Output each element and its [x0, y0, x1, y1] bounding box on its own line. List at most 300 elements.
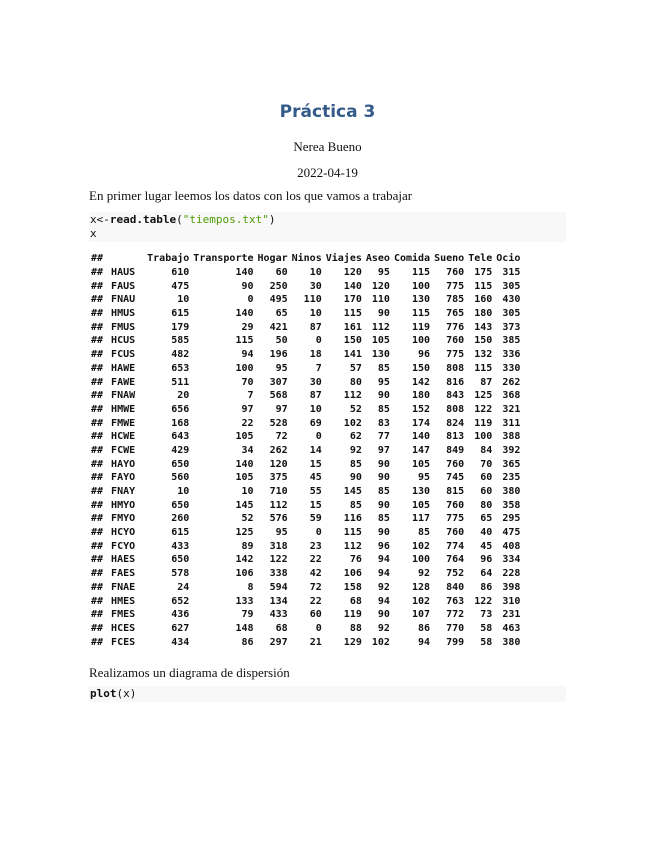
- table-cell: 20: [177, 390, 190, 402]
- table-cell: 65: [480, 513, 493, 525]
- table-cell: 231: [502, 609, 521, 621]
- row-name: FAWE: [111, 376, 136, 388]
- table-cell: 115: [343, 308, 362, 320]
- table-cell: 643: [171, 431, 190, 443]
- table-cell: 321: [502, 403, 521, 415]
- table-cell: 117: [412, 513, 431, 525]
- table-cell: 42: [309, 568, 322, 580]
- table-cell: 385: [502, 335, 521, 347]
- table-cell: 14: [309, 444, 322, 456]
- table-cell: 80: [480, 499, 493, 511]
- document-date: 2022-04-19: [297, 165, 358, 180]
- table-row: [89, 416, 522, 430]
- table-cell: 765: [446, 308, 465, 320]
- table-cell: 380: [502, 486, 521, 498]
- table-cell: 115: [343, 527, 362, 539]
- row-name: FNAW: [111, 390, 136, 402]
- row-name: FMYO: [111, 513, 136, 525]
- table-cell: 92: [418, 568, 431, 580]
- table-cell: 152: [412, 403, 431, 415]
- table-cell: 72: [309, 581, 322, 593]
- row-name: HCYO: [111, 527, 136, 539]
- row-name: FMWE: [111, 417, 136, 429]
- table-cell: 122: [269, 554, 288, 566]
- table-cell: 120: [343, 267, 362, 279]
- table-cell: 8: [247, 581, 254, 593]
- row-name: HAYO: [111, 458, 136, 470]
- table-cell: 145: [343, 486, 362, 498]
- code-open-paren: (: [176, 213, 183, 226]
- output-prefix: ##: [91, 321, 104, 333]
- table-cell: 24: [177, 581, 190, 593]
- table-cell: 34: [241, 444, 254, 456]
- table-cell: 140: [343, 280, 362, 292]
- table-cell: 30: [309, 280, 322, 292]
- row-name: HAUS: [111, 267, 136, 279]
- output-prefix: ##: [91, 486, 104, 498]
- table-cell: 262: [502, 376, 521, 388]
- table-cell: 775: [446, 280, 465, 292]
- table-row: [89, 471, 522, 485]
- table-cell: 92: [349, 444, 362, 456]
- table-cell: 174: [412, 417, 431, 429]
- output-corner: [109, 252, 145, 266]
- table-cell: 338: [269, 568, 288, 580]
- table-cell: 429: [171, 444, 190, 456]
- table-row: [89, 293, 522, 307]
- table-row: [89, 581, 522, 595]
- table-cell: 150: [474, 335, 493, 347]
- table-cell: 511: [171, 376, 190, 388]
- output-prefix: ##: [91, 335, 104, 347]
- table-cell: 40: [480, 527, 493, 539]
- table-cell: 94: [377, 595, 390, 607]
- table-cell: 102: [371, 636, 390, 648]
- table-cell: 398: [502, 581, 521, 593]
- table-cell: 297: [269, 636, 288, 648]
- table-cell: 147: [412, 444, 431, 456]
- table-cell: 102: [412, 595, 431, 607]
- table-row: [89, 307, 522, 321]
- row-name: FCWE: [111, 444, 136, 456]
- table-row: [89, 553, 522, 567]
- table-cell: 90: [377, 472, 390, 484]
- table-cell: 436: [171, 609, 190, 621]
- table-cell: 112: [343, 540, 362, 552]
- row-name: HCWE: [111, 431, 136, 443]
- table-cell: 482: [171, 349, 190, 361]
- table-cell: 7: [247, 390, 254, 402]
- output-prefix: ##: [91, 431, 104, 443]
- table-row: [89, 526, 522, 540]
- table-cell: 785: [446, 294, 465, 306]
- table-cell: 120: [371, 280, 390, 292]
- row-name: HCUS: [111, 335, 136, 347]
- row-name: FAUS: [111, 280, 136, 292]
- table-cell: 21: [309, 636, 322, 648]
- table-row: [89, 375, 522, 389]
- row-name: HMES: [111, 595, 136, 607]
- table-cell: 85: [377, 403, 390, 415]
- table-cell: 808: [446, 403, 465, 415]
- table-cell: 315: [502, 267, 521, 279]
- table-cell: 10: [241, 486, 254, 498]
- table-cell: 140: [235, 458, 254, 470]
- table-cell: 560: [171, 472, 190, 484]
- table-cell: 76: [349, 554, 362, 566]
- table-cell: 87: [309, 390, 322, 402]
- row-name: FNAE: [111, 581, 136, 593]
- table-cell: 105: [412, 458, 431, 470]
- table-cell: 95: [377, 376, 390, 388]
- table-cell: 180: [412, 390, 431, 402]
- code-plot-open-paren: (: [116, 687, 124, 700]
- table-cell: 115: [412, 308, 431, 320]
- table-cell: 585: [171, 335, 190, 347]
- table-cell: 0: [315, 622, 322, 634]
- table-cell: 90: [377, 308, 390, 320]
- table-cell: 87: [309, 321, 322, 333]
- table-cell: 119: [474, 417, 493, 429]
- table-cell: 330: [502, 362, 521, 374]
- output-prefix: ##: [91, 458, 104, 470]
- table-cell: 375: [269, 472, 288, 484]
- table-cell: 134: [269, 595, 288, 607]
- table-cell: 776: [446, 321, 465, 333]
- table-cell: 122: [474, 595, 493, 607]
- table-row: [89, 539, 522, 553]
- table-cell: 128: [412, 581, 431, 593]
- table-row: [89, 457, 522, 471]
- table-cell: 130: [412, 486, 431, 498]
- table-cell: 815: [446, 486, 465, 498]
- output-prefix: ##: [91, 499, 104, 511]
- row-name: FAYO: [111, 472, 136, 484]
- table-cell: 85: [418, 527, 431, 539]
- table-cell: 94: [377, 568, 390, 580]
- table-cell: 88: [349, 622, 362, 634]
- table-cell: 0: [247, 294, 254, 306]
- table-cell: 105: [235, 431, 254, 443]
- table-cell: 760: [446, 527, 465, 539]
- table-cell: 15: [309, 499, 322, 511]
- table-cell: 307: [269, 376, 288, 388]
- table-cell: 85: [349, 499, 362, 511]
- table-cell: 150: [412, 362, 431, 374]
- code-assign: <-: [96, 213, 110, 226]
- output-prefix: ##: [91, 622, 104, 634]
- table-cell: 433: [171, 540, 190, 552]
- table-cell: 158: [343, 581, 362, 593]
- output-prefix: ##: [91, 513, 104, 525]
- table-cell: 125: [235, 527, 254, 539]
- table-cell: 90: [349, 472, 362, 484]
- table-cell: 7: [315, 362, 322, 374]
- table-cell: 10: [177, 486, 190, 498]
- table-cell: 656: [171, 403, 190, 415]
- column-header: Tele: [468, 253, 493, 265]
- code-string-arg: "tiempos.txt": [182, 213, 269, 226]
- output-table: [89, 252, 522, 649]
- table-cell: 770: [446, 622, 465, 634]
- code-line-print-x: x: [90, 227, 97, 240]
- table-cell: 62: [349, 431, 362, 443]
- table-cell: 52: [241, 513, 254, 525]
- table-cell: 358: [502, 499, 521, 511]
- output-prefix: ##: [91, 444, 104, 456]
- output-prefix: ##: [91, 472, 104, 484]
- table-row: [89, 348, 522, 362]
- table-cell: 122: [474, 403, 493, 415]
- code-var: x: [90, 213, 97, 226]
- row-name: FCES: [111, 636, 136, 648]
- table-cell: 310: [502, 595, 521, 607]
- table-cell: 10: [309, 267, 322, 279]
- table-cell: 305: [502, 308, 521, 320]
- table-cell: 175: [474, 267, 493, 279]
- table-cell: 106: [343, 568, 362, 580]
- table-cell: 100: [235, 362, 254, 374]
- table-cell: 102: [412, 540, 431, 552]
- output-prefix: ##: [91, 403, 104, 415]
- table-cell: 140: [412, 431, 431, 443]
- table-cell: 161: [343, 321, 362, 333]
- table-cell: 100: [412, 335, 431, 347]
- table-cell: 260: [171, 513, 190, 525]
- table-cell: 45: [309, 472, 322, 484]
- table-cell: 79: [241, 609, 254, 621]
- table-cell: 112: [371, 321, 390, 333]
- table-cell: 775: [446, 513, 465, 525]
- column-header: Ninos: [291, 253, 322, 265]
- table-cell: 421: [269, 321, 288, 333]
- code-plot-func: plot: [90, 687, 117, 700]
- table-cell: 318: [269, 540, 288, 552]
- table-cell: 10: [177, 294, 190, 306]
- table-cell: 97: [275, 403, 288, 415]
- table-cell: 18: [309, 349, 322, 361]
- table-cell: 90: [377, 499, 390, 511]
- table-cell: 475: [502, 527, 521, 539]
- table-cell: 52: [349, 403, 362, 415]
- table-cell: 433: [269, 609, 288, 621]
- table-cell: 594: [269, 581, 288, 593]
- table-cell: 96: [377, 540, 390, 552]
- table-cell: 59: [309, 513, 322, 525]
- table-cell: 760: [446, 335, 465, 347]
- table-cell: 336: [502, 349, 521, 361]
- table-row: [89, 279, 522, 293]
- table-cell: 334: [502, 554, 521, 566]
- table-cell: 94: [377, 554, 390, 566]
- table-cell: 107: [412, 609, 431, 621]
- table-cell: 105: [371, 335, 390, 347]
- table-cell: 112: [269, 499, 288, 511]
- table-cell: 85: [377, 513, 390, 525]
- code-plot-arg: x: [123, 687, 130, 700]
- column-header: Aseo: [365, 253, 390, 265]
- table-cell: 528: [269, 417, 288, 429]
- table-cell: 85: [377, 362, 390, 374]
- table-cell: 60: [275, 267, 288, 279]
- table-cell: 434: [171, 636, 190, 648]
- table-cell: 96: [418, 349, 431, 361]
- table-cell: 95: [275, 527, 288, 539]
- table-cell: 179: [171, 321, 190, 333]
- table-row: [89, 389, 522, 403]
- table-cell: 495: [269, 294, 288, 306]
- row-name: HCES: [111, 622, 136, 634]
- table-cell: 143: [474, 321, 493, 333]
- table-cell: 142: [412, 376, 431, 388]
- table-cell: 650: [171, 499, 190, 511]
- table-cell: 133: [235, 595, 254, 607]
- table-cell: 140: [235, 308, 254, 320]
- output-prefix: ##: [91, 595, 104, 607]
- code-plot-close-paren: ): [129, 687, 137, 700]
- table-cell: 97: [377, 444, 390, 456]
- output-prefix: ##: [91, 568, 104, 580]
- table-cell: 115: [474, 280, 493, 292]
- table-cell: 90: [377, 390, 390, 402]
- table-cell: 69: [309, 417, 322, 429]
- table-cell: 119: [343, 609, 362, 621]
- table-cell: 0: [315, 335, 322, 347]
- table-cell: 97: [241, 403, 254, 415]
- table-cell: 650: [171, 458, 190, 470]
- table-cell: 92: [377, 622, 390, 634]
- table-cell: 763: [446, 595, 465, 607]
- table-cell: 15: [309, 458, 322, 470]
- table-cell: 388: [502, 431, 521, 443]
- table-cell: 80: [349, 376, 362, 388]
- table-cell: 100: [474, 431, 493, 443]
- table-row: [89, 567, 522, 581]
- output-prefix: ##: [91, 267, 104, 279]
- output-prefix: ##: [91, 390, 104, 402]
- table-cell: 100: [412, 554, 431, 566]
- row-name: HAWE: [111, 362, 136, 374]
- column-header: Sueno: [434, 253, 465, 265]
- table-cell: 145: [235, 499, 254, 511]
- table-cell: 60: [480, 472, 493, 484]
- table-cell: 68: [349, 595, 362, 607]
- table-cell: 365: [502, 458, 521, 470]
- table-row: [89, 320, 522, 334]
- code-block-read-table: [89, 212, 566, 242]
- table-cell: 760: [446, 458, 465, 470]
- table-cell: 0: [315, 527, 322, 539]
- code-close-paren: ): [268, 213, 276, 226]
- table-cell: 110: [371, 294, 390, 306]
- table-cell: 70: [241, 376, 254, 388]
- table-cell: 86: [418, 622, 431, 634]
- table-cell: 615: [171, 308, 190, 320]
- table-cell: 95: [377, 267, 390, 279]
- table-cell: 840: [446, 581, 465, 593]
- table-cell: 808: [446, 362, 465, 374]
- column-header: Transporte: [193, 253, 254, 265]
- table-cell: 180: [474, 308, 493, 320]
- table-cell: 115: [474, 362, 493, 374]
- table-cell: 578: [171, 568, 190, 580]
- table-cell: 55: [309, 486, 322, 498]
- table-cell: 102: [343, 417, 362, 429]
- row-name: HMUS: [111, 308, 136, 320]
- table-cell: 110: [303, 294, 322, 306]
- table-row: [89, 635, 522, 649]
- output-prefix: ##: [91, 609, 104, 621]
- table-cell: 84: [480, 444, 493, 456]
- table-cell: 77: [377, 431, 390, 443]
- table-cell: 849: [446, 444, 465, 456]
- document-title: Práctica 3: [279, 102, 376, 122]
- table-row: [89, 362, 522, 376]
- table-cell: 764: [446, 554, 465, 566]
- code-block-plot: [89, 686, 566, 702]
- table-cell: 568: [269, 390, 288, 402]
- row-name: FNAY: [111, 486, 136, 498]
- table-cell: 140: [235, 267, 254, 279]
- table-cell: 168: [171, 417, 190, 429]
- table-row: [89, 594, 522, 608]
- table-cell: 130: [412, 294, 431, 306]
- table-cell: 112: [343, 390, 362, 402]
- table-cell: 22: [309, 554, 322, 566]
- document-author: Nerea Bueno: [293, 139, 362, 154]
- output-prefix: ##: [91, 349, 104, 361]
- table-cell: 64: [480, 568, 493, 580]
- table-row: [89, 485, 522, 499]
- table-cell: 843: [446, 390, 465, 402]
- table-cell: 65: [275, 308, 288, 320]
- table-cell: 105: [235, 472, 254, 484]
- table-cell: 106: [235, 568, 254, 580]
- table-cell: 115: [235, 335, 254, 347]
- table-row: [89, 444, 522, 458]
- output-prefix: ##: [91, 540, 104, 552]
- table-cell: 295: [502, 513, 521, 525]
- table-cell: 305: [502, 280, 521, 292]
- table-cell: 610: [171, 267, 190, 279]
- output-prefix: ##: [91, 280, 104, 292]
- table-cell: 60: [309, 609, 322, 621]
- output-prefix: ##: [91, 527, 104, 539]
- row-name: FCUS: [111, 349, 136, 361]
- table-cell: 58: [480, 636, 493, 648]
- table-cell: 772: [446, 609, 465, 621]
- output-prefix: ##: [91, 581, 104, 593]
- table-cell: 86: [241, 636, 254, 648]
- table-cell: 774: [446, 540, 465, 552]
- table-row: [89, 498, 522, 512]
- table-cell: 90: [241, 280, 254, 292]
- table-cell: 430: [502, 294, 521, 306]
- table-cell: 463: [502, 622, 521, 634]
- table-cell: 94: [241, 349, 254, 361]
- column-header: Ocio: [496, 253, 521, 265]
- code-line-read-table: [89, 212, 566, 227]
- table-cell: 116: [343, 513, 362, 525]
- table-cell: 311: [502, 417, 521, 429]
- table-cell: 50: [275, 335, 288, 347]
- table-cell: 90: [377, 527, 390, 539]
- table-cell: 83: [377, 417, 390, 429]
- table-row: [89, 608, 522, 622]
- output-prefix: ##: [91, 308, 104, 320]
- table-cell: 10: [309, 308, 322, 320]
- table-cell: 89: [241, 540, 254, 552]
